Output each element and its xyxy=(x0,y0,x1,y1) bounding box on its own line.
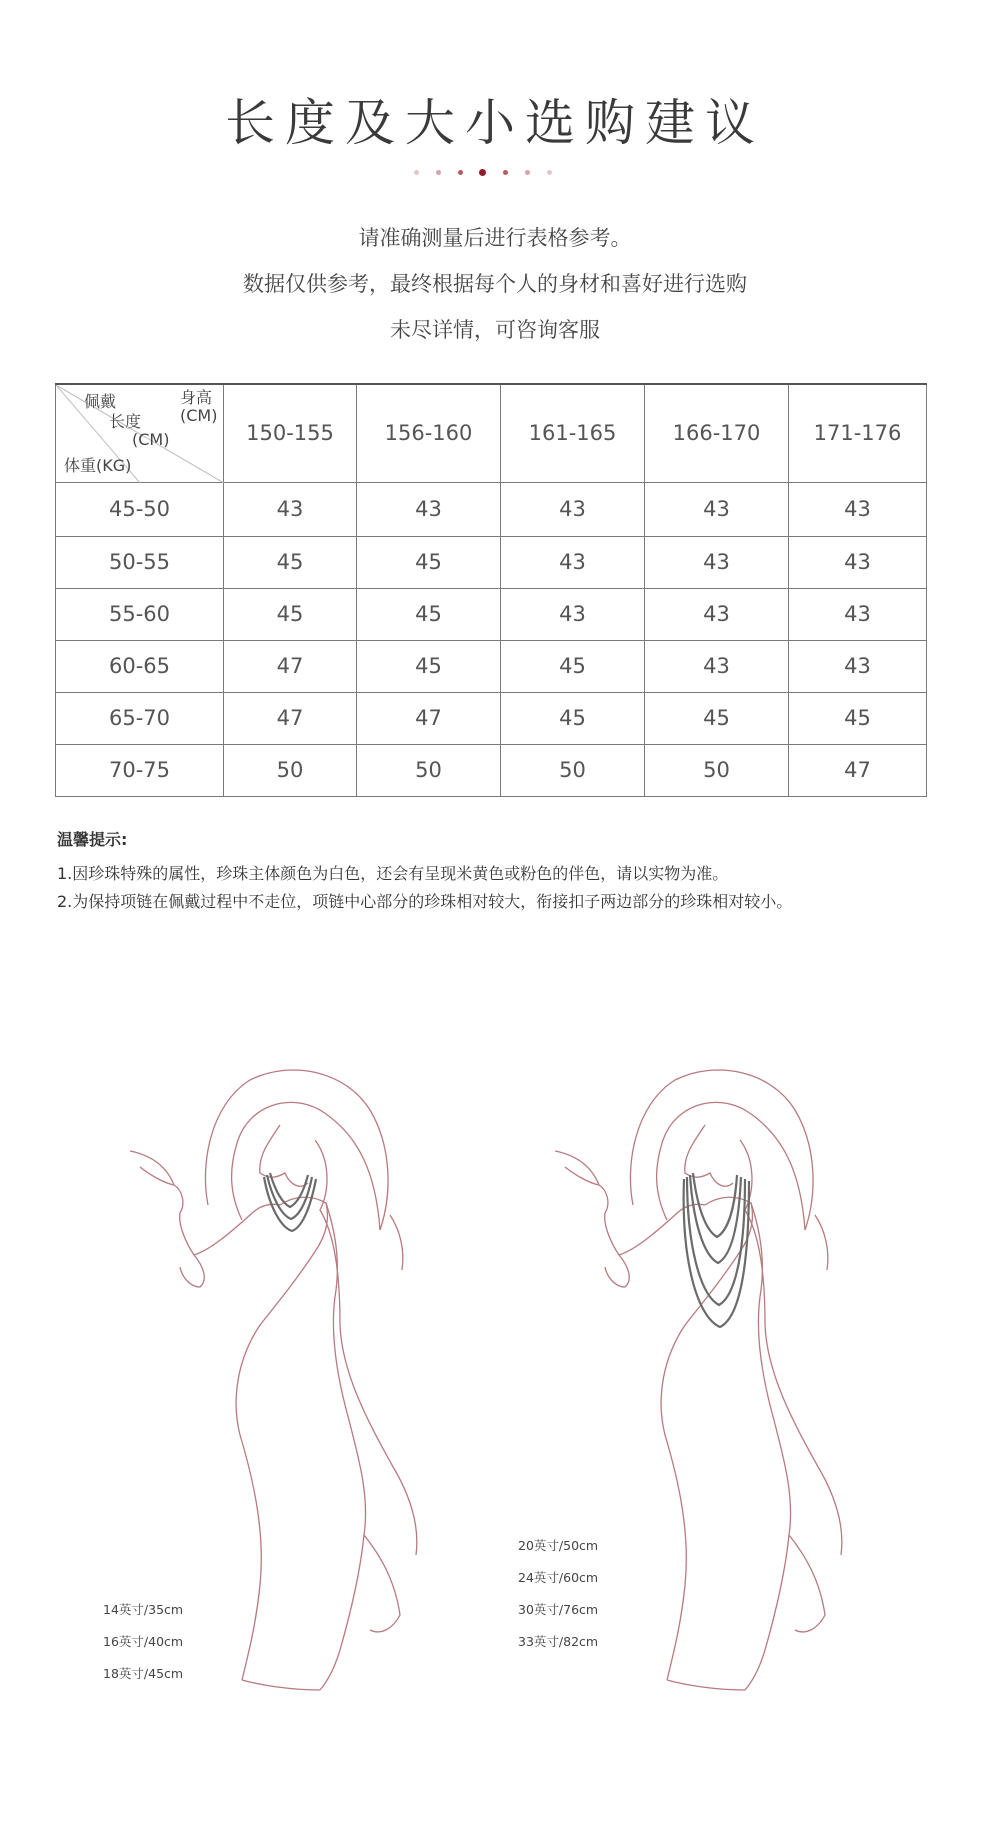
corner-length-unit: (CM) xyxy=(132,430,170,449)
length-cell: 43 xyxy=(789,640,927,692)
length-cell: 43 xyxy=(645,482,789,536)
tip-item: 2.为保持项链在佩戴过程中不走位，项链中心部分的珍珠相对较大，衔接扣子两边部分的珍珠相对较小。 xyxy=(57,892,793,911)
length-cell: 43 xyxy=(645,588,789,640)
length-cell: 43 xyxy=(501,588,645,640)
length-cell: 50 xyxy=(224,744,357,796)
length-cell: 43 xyxy=(645,640,789,692)
corner-length-label: 长度 xyxy=(109,412,142,431)
height-header: 171-176 xyxy=(789,384,927,482)
table-header-row xyxy=(56,384,927,482)
table-row xyxy=(56,536,927,588)
length-cell: 45 xyxy=(357,640,501,692)
weight-cell: 45-50 xyxy=(56,482,224,536)
dot-4 xyxy=(479,169,486,176)
length-cell: 45 xyxy=(224,536,357,588)
length-cell: 45 xyxy=(224,588,357,640)
length-cell: 47 xyxy=(789,744,927,796)
length-cell: 45 xyxy=(645,692,789,744)
weight-cell: 50-55 xyxy=(56,536,224,588)
length-cell: 50 xyxy=(357,744,501,796)
dot-6 xyxy=(525,170,530,175)
height-header: 161-165 xyxy=(501,384,645,482)
height-header: 150-155 xyxy=(224,384,357,482)
intro-line-3: 未尽详情，可咨询客服 xyxy=(390,318,600,342)
tips-title: 温馨提示: xyxy=(57,830,128,849)
dot-7 xyxy=(547,170,552,175)
dot-2 xyxy=(436,170,441,175)
length-cell: 45 xyxy=(357,588,501,640)
table-row xyxy=(56,692,927,744)
page-title: 长度及大小选购建议 xyxy=(225,94,765,152)
tip-item: 1.因珍珠特殊的属性，珍珠主体颜色为白色，还会有呈现米黄色或粉色的伴色，请以实物为准。 xyxy=(57,864,729,883)
height-header: 156-160 xyxy=(357,384,501,482)
weight-cell: 60-65 xyxy=(56,640,224,692)
table-row xyxy=(56,588,927,640)
table-row xyxy=(56,640,927,692)
weight-cell: 55-60 xyxy=(56,588,224,640)
length-cell: 43 xyxy=(501,482,645,536)
length-label-right: 24英寸/60cm xyxy=(518,1570,599,1585)
length-cell: 47 xyxy=(357,692,501,744)
length-cell: 45 xyxy=(501,640,645,692)
corner-weight-label: 体重(KG) xyxy=(64,456,132,475)
figure-outline xyxy=(555,1070,842,1690)
woman-illustration-short-necklace xyxy=(130,1055,470,1695)
length-label-left: 14英寸/35cm xyxy=(103,1602,184,1617)
length-cell: 43 xyxy=(645,536,789,588)
dot-5 xyxy=(503,170,508,175)
necklace xyxy=(684,1173,749,1327)
decorative-dots xyxy=(0,168,990,178)
length-label-left: 16英寸/40cm xyxy=(103,1634,184,1649)
length-label-right: 33英寸/82cm xyxy=(518,1634,599,1649)
figure-outline xyxy=(130,1070,417,1690)
length-cell: 43 xyxy=(501,536,645,588)
length-cell: 43 xyxy=(224,482,357,536)
length-label-right: 30英寸/76cm xyxy=(518,1602,599,1617)
height-header: 166-170 xyxy=(645,384,789,482)
table-row xyxy=(56,482,927,536)
table-corner-cell xyxy=(56,384,224,482)
corner-height-unit: (CM) xyxy=(180,406,218,425)
length-cell: 47 xyxy=(224,640,357,692)
length-label-left: 18英寸/45cm xyxy=(103,1666,184,1681)
length-cell: 45 xyxy=(357,536,501,588)
length-label-right: 20英寸/50cm xyxy=(518,1538,599,1553)
length-cell: 43 xyxy=(789,588,927,640)
length-cell: 50 xyxy=(501,744,645,796)
corner-height-label: 身高 xyxy=(180,388,213,407)
size-table xyxy=(55,383,927,797)
length-cell: 45 xyxy=(789,692,927,744)
length-cell: 43 xyxy=(789,482,927,536)
length-cell: 43 xyxy=(789,536,927,588)
dot-3 xyxy=(458,170,463,175)
woman-illustration-long-necklace xyxy=(555,1055,895,1695)
length-cell: 50 xyxy=(645,744,789,796)
length-cell: 43 xyxy=(357,482,501,536)
table-row xyxy=(56,744,927,796)
length-cell: 47 xyxy=(224,692,357,744)
weight-cell: 70-75 xyxy=(56,744,224,796)
length-cell: 45 xyxy=(501,692,645,744)
corner-wear-label: 佩戴 xyxy=(84,392,117,411)
tips-section xyxy=(57,826,792,916)
dot-1 xyxy=(414,170,419,175)
intro-line-2: 数据仅供参考，最终根据每个人的身材和喜好进行选购 xyxy=(243,272,747,296)
weight-cell: 65-70 xyxy=(56,692,224,744)
intro-line-1: 请准确测量后进行表格参考。 xyxy=(358,226,632,250)
